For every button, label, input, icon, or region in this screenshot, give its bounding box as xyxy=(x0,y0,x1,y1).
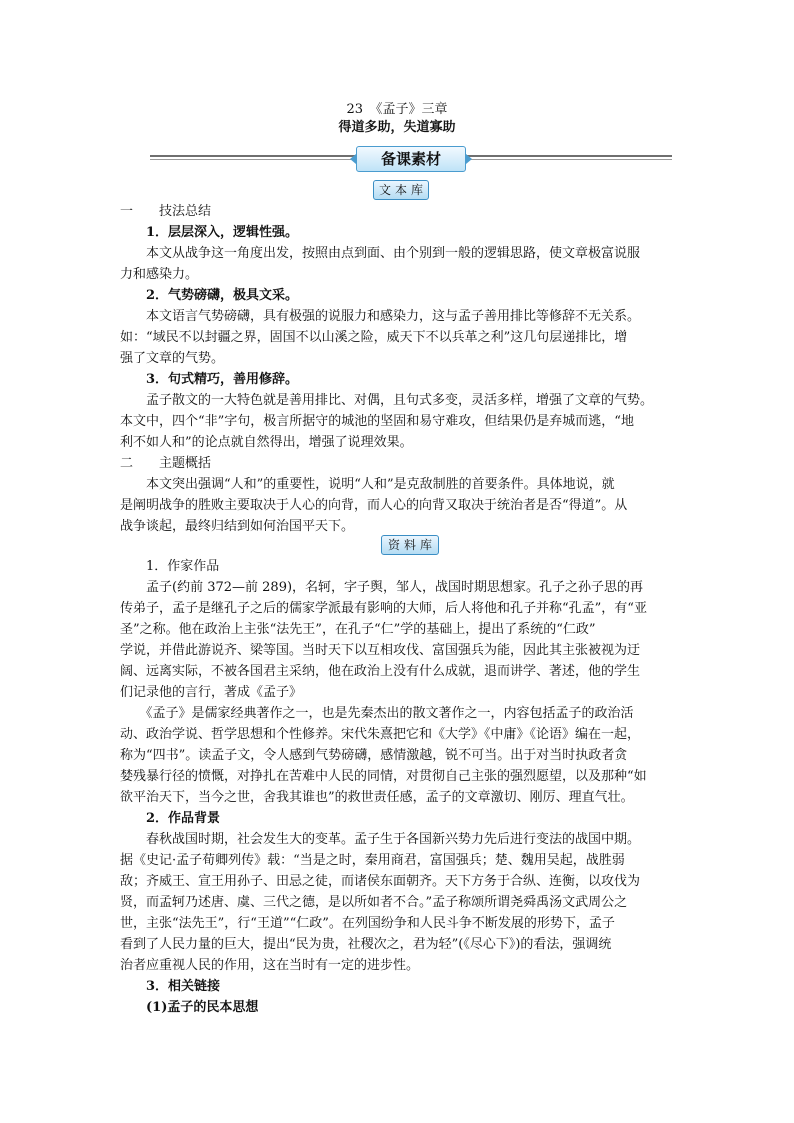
point-heading: 3．句式精巧，善用修辞。 xyxy=(120,372,299,387)
point-heading: 1．层层深入，逻辑性强。 xyxy=(120,225,299,240)
paragraph-line: 本文中，四个“非”字句，极言所据守的城池的坚固和易守难攻，但结果仍是弃城而逃，“地 xyxy=(120,414,634,429)
sub-heading: (1)孟子的民本思想 xyxy=(120,1000,259,1015)
paragraph-line: 世，主张“法先王”，行“王道”“仁政”。在列国纷争和人民斗争不断发展的形势下，孟子 xyxy=(120,916,615,931)
paragraph-line: 动、政治学说、哲学思想和个性修养。宋代朱熹把它和《大学》《中庸》《论语》编在一起， xyxy=(120,727,641,742)
paragraph-line: 如：“域民不以封疆之界，固国不以山溪之险，威天下不以兵革之利”这几句层递排比，增 xyxy=(120,330,628,345)
paragraph-line: 据《史记·孟子荀卿列传》载：“当是之时，秦用商君，富国强兵；楚、魏用吴起，战胜弱 xyxy=(120,853,625,868)
badge-char: 本 xyxy=(394,183,407,197)
paragraph-line: 敌；齐威王、宣王用孙子、田忌之徒，而诸侯东面朝齐。天下方务于合纵、连衡，以攻伐为 xyxy=(120,874,641,889)
paragraph-line: 传弟子，孟子是继孔子之后的儒家学派最有影响的大师，后人将他和孔子并称“孔孟”，有“亚 xyxy=(120,601,647,616)
lesson-title: 23 《孟子》三章 xyxy=(346,102,448,117)
paragraph-line: 称为“四书”。读孟子文，令人感到气势磅礴，感情激越，锐不可当。出于对当时执政者贪 xyxy=(120,748,628,763)
badge-char: 资 xyxy=(387,538,400,552)
badge-char: 库 xyxy=(411,183,424,197)
paragraph-line: 春秋战国时期，社会发生大的变革。孟子生于各国新兴势力先后进行变法的战国中期。 xyxy=(120,832,641,847)
paragraph-line: 力和感染力。 xyxy=(120,267,199,282)
paragraph-line: 圣”之称。他在政治上主张“法先王”，在孔子“仁”学的基础上，提出了系统的“仁政” xyxy=(120,622,596,637)
paragraph-line: 孟子散文的一大特色就是善用排比、对偶，且句式多变，灵活多样，增强了文章的气势。 xyxy=(120,393,654,408)
paragraph-line: 欲平治天下，当今之世，舍我其谁也”的救世责任感，孟子的文章激切、刚厉、理直气壮。 xyxy=(120,790,634,805)
paragraph-line: 贤，而孟轲乃述唐、虞、三代之德，是以所如者不合。”孟子称颂所谓尧舜禹汤文武周公之 xyxy=(120,895,628,910)
section-banner xyxy=(150,146,672,172)
badge-char: 库 xyxy=(420,538,433,552)
lesson-subtitle: 得道多助，失道寡助 xyxy=(338,120,456,135)
paragraph-line: 婪残暴行径的愤慨，对挣扎在苦难中人民的同情，对贯彻自己主张的强烈愿望，以及那种“如 xyxy=(120,769,647,784)
paragraph-line: 本文突出强调“人和”的重要性，说明“人和”是克敌制胜的首要条件。具体地说，就 xyxy=(120,477,615,492)
heading-jifa: 一 技法总结 xyxy=(120,204,212,219)
paragraph-line: 《孟子》是儒家经典著作之一，也是先秦杰出的散文著作之一，内容包括孟子的政治活 xyxy=(120,706,634,721)
heading-zhuti: 二 主题概括 xyxy=(120,456,212,471)
point-heading: 2．作品背景 xyxy=(120,811,221,826)
badge-ziliao xyxy=(381,535,439,555)
paragraph-line: 看到了人民力量的巨大，提出“民为贵，社稷次之，君为轻”(《尽心下》)的看法，强调统 xyxy=(120,937,612,952)
point-heading: 3．相关链接 xyxy=(120,979,221,994)
badge-wenben xyxy=(373,180,429,200)
badge-char: 文 xyxy=(378,183,391,197)
badge-char: 料 xyxy=(403,538,416,552)
paragraph-line: 本文语言气势磅礴，具有极强的说服力和感染力，这与孟子善用排比等修辞不无关系。 xyxy=(120,309,641,324)
paragraph-line: 们记录他的言行，著成《孟子》 xyxy=(120,685,303,700)
paragraph-line: 孟子(约前 372—前 289)，名轲，字子舆，邹人，战国时期思想家。孔子之孙子思的再 xyxy=(120,580,644,595)
paragraph-line: 强了文章的气势。 xyxy=(120,351,225,366)
paragraph-line: 学说，并借此游说齐、梁等国。当时天下以互相攻伐、富国强兵为能，因此其主张被视为迂 xyxy=(120,643,641,658)
point-heading: 1．作家作品 xyxy=(120,559,220,574)
paragraph-line: 治者应重视人民的作用，这在当时有一定的进步性。 xyxy=(120,958,420,973)
paragraph-line: 阔、远离实际，不被各国君主采纳，他在政治上没有什么成就，退而讲学、著述，他的学生 xyxy=(120,664,641,679)
banner-label: 备课素材 xyxy=(356,146,466,172)
paragraph-line: 利不如人和”的论点就自然得出，增强了说理效果。 xyxy=(120,435,413,450)
paragraph-line: 本文从战争这一角度出发，按照由点到面、由个别到一般的逻辑思路，使文章极富说服 xyxy=(120,246,641,261)
paragraph-line: 战争谈起，最终归结到如何治国平天下。 xyxy=(120,519,355,534)
paragraph-line: 是阐明战争的胜败主要取决于人心的向背，而人心的向背又取决于统治者是否“得道”。从 xyxy=(120,498,628,513)
point-heading: 2．气势磅礴，极具文采。 xyxy=(120,288,299,303)
